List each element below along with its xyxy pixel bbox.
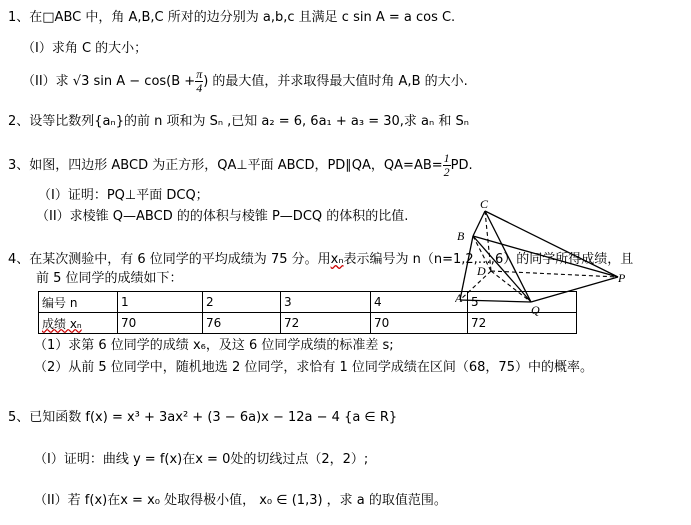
problem-1-stem: 1、在□ABC 中，角 A,B,C 所对的边分别为 a,b,c 且满足 c sin A = a cos C. [8, 10, 456, 25]
table-header-cell: 编号 n [39, 292, 118, 313]
table-cell: 70 [371, 313, 468, 334]
table-cell: 72 [281, 313, 371, 334]
problem-3-part-1: （I）证明：PQ⊥平面 DCQ； [38, 188, 209, 203]
table-row-label [39, 313, 118, 334]
table-cell: 76 [203, 313, 281, 334]
problem-5-part-1: （I）证明：曲线 y = f(x)在x = 0处的切线过点（2，2）; [34, 452, 369, 467]
problem-1-part-1: （I）求角 C 的大小； [22, 41, 148, 56]
problem-4-stem-b: 表示编号为 n（n=1,2,…,6）的同学所得成绩，且 [343, 252, 634, 267]
label-d: D [477, 264, 486, 278]
table-cell: 70 [118, 313, 203, 334]
label-b: B [457, 229, 465, 243]
one-half-fraction [443, 152, 451, 179]
problem-3-part-2: （II）求棱锥 Q—ABCD 的的体积与棱锥 P—DCQ 的体积的比值. [36, 209, 409, 224]
label-q: Q [531, 303, 540, 317]
table-header-cell: 4 [371, 292, 468, 313]
problem-5-part-2: （II）若 f(x)在x = x₀ 处取得极小值， x₀ ∈ (1,3) ，求 a 的取值范围。 [34, 493, 447, 508]
fraction-numerator: π [196, 67, 203, 81]
table-header-cell: 5 [468, 292, 577, 313]
table-row [39, 292, 577, 313]
table-cell: 72 [468, 313, 577, 334]
problem-3-stem-post: PD. [450, 158, 473, 173]
problem-4-stem-a: 4、在某次测验中，有 6 位同学的平均成绩为 75 分。用 [8, 252, 331, 267]
table-row [39, 313, 577, 334]
problem-1-part-2-pre: （II）求 √3 sin A − cos(B + [22, 74, 196, 89]
table-header-cell: 2 [203, 292, 281, 313]
problem-3-stem-pre: 3、如图，四边形 ABCD 为正方形，QA⊥平面 ABCD，PD∥QA，QA=AB= [8, 158, 443, 173]
problem-4-stem-2: 前 5 位同学的成绩如下： [36, 271, 183, 286]
fraction-denominator: 4 [196, 81, 203, 95]
problem-4-part-1: （1）求第 6 位同学的成绩 x₆，及这 6 位同学成绩的标准差 s; [34, 338, 394, 353]
problem-4-stem [8, 251, 633, 269]
problem-1-part-2-post: ) 的最大值，并求取得最大值时角 A,B 的大小. [203, 74, 468, 89]
label-a: A [455, 291, 463, 305]
score-label: 成绩 xₙ [42, 316, 82, 331]
edge-cb [473, 211, 485, 236]
problem-1-part-2 [22, 68, 468, 95]
table-header-cell: 3 [281, 292, 371, 313]
pi-over-4-fraction [195, 68, 203, 95]
fraction-denominator: 2 [443, 165, 450, 179]
label-p: P [618, 271, 626, 285]
problem-2-stem: 2、设等比数列{aₙ}的前 n 项和为 Sₙ ,已知 a₂ = 6, 6a₁ + a₃ = 30,求 aₙ 和 Sₙ [8, 114, 469, 129]
label-c: C [480, 198, 489, 211]
problem-3-stem [8, 152, 473, 179]
problem-4-part-2: （2）从前 5 位同学中，随机地选 2 位同学，求恰有 1 位同学成绩在区间（68，75）中的概率。 [34, 360, 593, 375]
scores-table [38, 291, 577, 334]
fraction-numerator: 1 [443, 151, 450, 165]
xn-symbol: xₙ [330, 252, 344, 267]
table-header-cell: 1 [118, 292, 203, 313]
problem-5-stem: 5、已知函数 f(x) = x³ + 3ax² + (3 − 6a)x − 12a − 4 {a ∈ R} [8, 410, 398, 425]
